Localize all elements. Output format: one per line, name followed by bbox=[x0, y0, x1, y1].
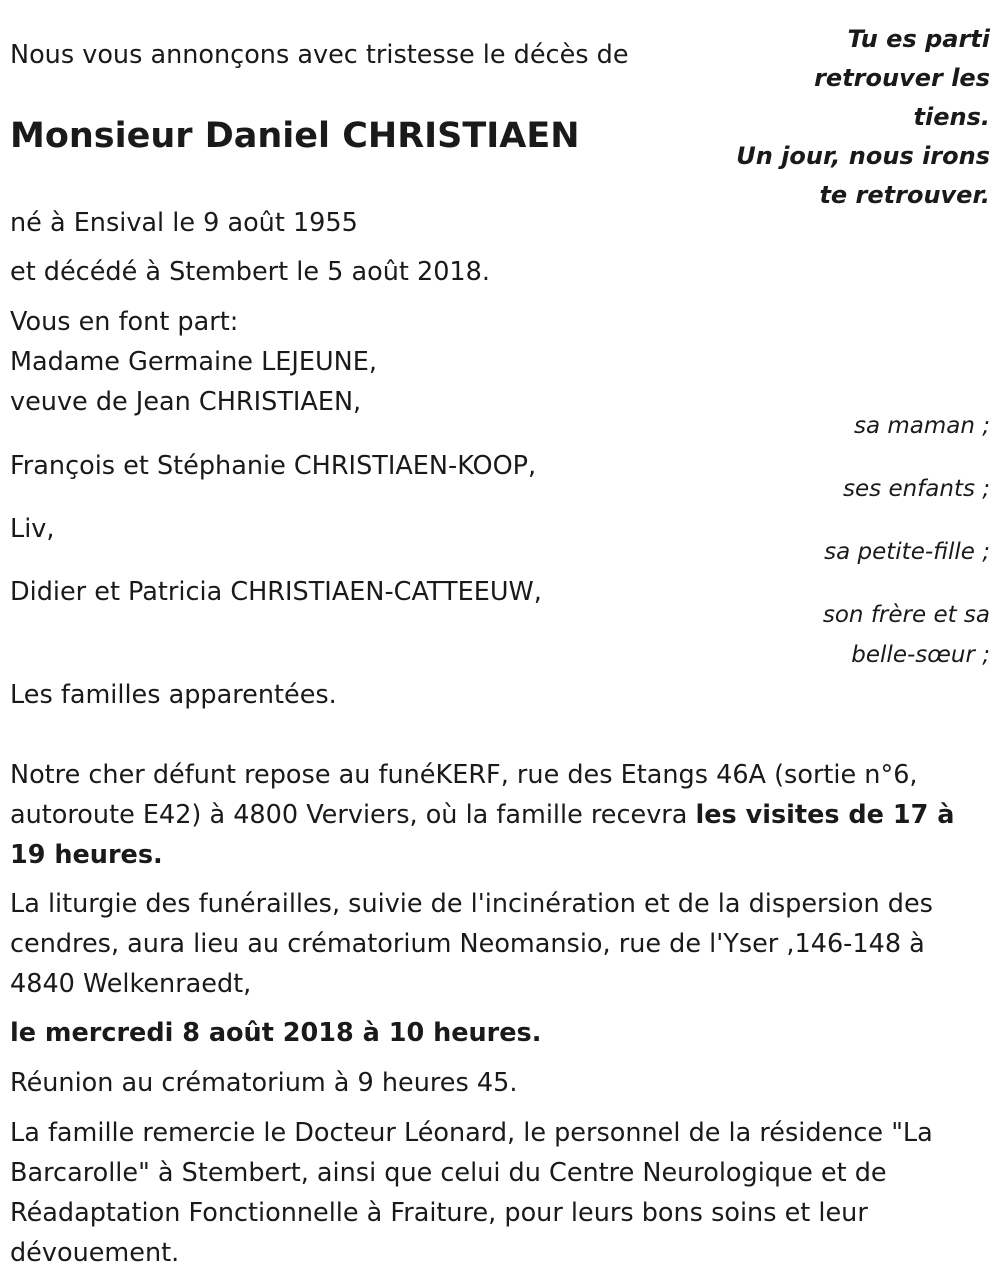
related-families: Les familles apparentées. bbox=[10, 680, 337, 710]
quote-line: te retrouver. bbox=[819, 181, 990, 209]
rest-text: Notre cher défunt repose au funéKERF, rue des Etangs 46A (sortie n°6, autoroute E42) à 4800 Verviers, où la famille recevra bbox=[10, 760, 918, 830]
quote-line: retrouver les bbox=[814, 64, 990, 92]
death-line: et décédé à Stembert le 5 août 2018. bbox=[10, 257, 490, 287]
granddaughter-name: Liv, bbox=[10, 514, 55, 544]
mother-name: Madame Germaine LEJEUNE, bbox=[10, 347, 377, 377]
quote-line: tiens. bbox=[913, 103, 990, 131]
mother-widow-line: veuve de Jean CHRISTIAEN, bbox=[10, 387, 362, 417]
intro-text: Nous vous annonçons avec tristesse le décès de bbox=[10, 40, 629, 70]
visit-hours: les visites de 17 à 19 heures. bbox=[10, 800, 955, 870]
memorial-quote bbox=[730, 20, 990, 215]
quote-line: Un jour, nous irons bbox=[736, 142, 990, 170]
granddaughter-relation: sa petite-fille ; bbox=[824, 539, 990, 565]
liturgy-paragraph: La liturgie des funérailles, suivie de l'incinération et de la dispersion des cendres, aura lieu au crématorium Neomansio, rue de l'Yser ,146-148 à 4840 Welkenraedt, bbox=[10, 889, 933, 999]
quote-line: Tu es parti bbox=[847, 25, 990, 53]
deceased-name: Monsieur Daniel CHRISTIAEN bbox=[10, 116, 580, 156]
ceremony-date: le mercredi 8 août 2018 à 10 heures. bbox=[10, 1018, 542, 1048]
siblings-relation-cont: belle-sœur ; bbox=[851, 642, 990, 668]
children-names: François et Stéphanie CHRISTIAEN-KOOP, bbox=[10, 451, 537, 481]
mother-relation: sa maman ; bbox=[853, 413, 990, 439]
thanks-paragraph: La famille remercie le Docteur Léonard, le personnel de la résidence "La Barcarolle" à Stembert, ainsi que celui du Centre Neurologique et de Réadaptation Fonctionnelle à Fraiture, pour leurs bons soins et leur dévouement. bbox=[10, 1118, 933, 1268]
rest-paragraph bbox=[10, 755, 985, 875]
siblings-relation: son frère et sa bbox=[822, 602, 990, 628]
children-relation: ses enfants ; bbox=[843, 476, 990, 502]
siblings-names: Didier et Patricia CHRISTIAEN-CATTEEUW, bbox=[10, 577, 542, 607]
family-heading: Vous en font part: bbox=[10, 307, 239, 337]
meeting-line: Réunion au crématorium à 9 heures 45. bbox=[10, 1068, 518, 1098]
birth-line: né à Ensival le 9 août 1955 bbox=[10, 208, 358, 238]
